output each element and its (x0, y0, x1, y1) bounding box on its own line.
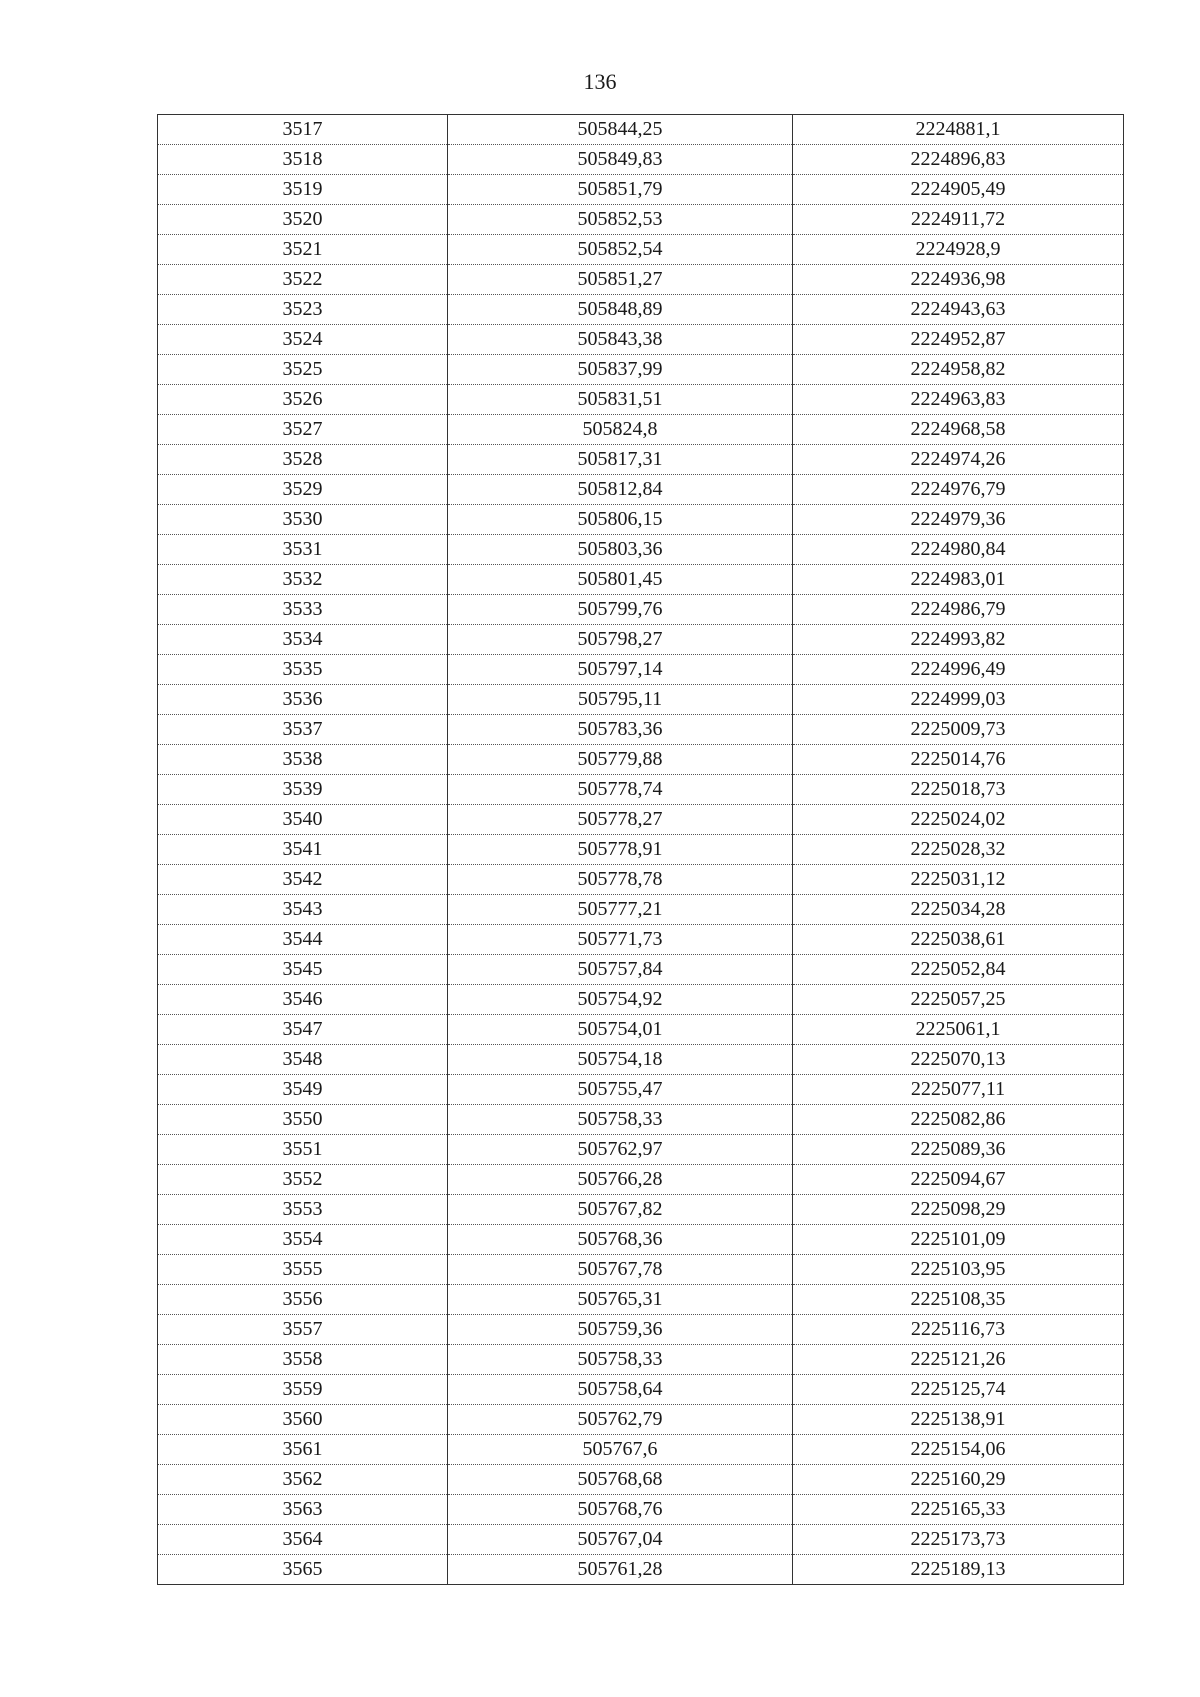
y-coordinate-cell: 2224983,01 (793, 565, 1124, 595)
table-row (158, 205, 1124, 235)
y-coordinate-cell: 2224881,1 (793, 115, 1124, 145)
point-number-cell: 3556 (158, 1285, 448, 1315)
y-coordinate-cell: 2224936,98 (793, 265, 1124, 295)
x-coordinate-cell: 505852,54 (448, 235, 793, 265)
point-number-cell: 3558 (158, 1345, 448, 1375)
table-row (158, 1525, 1124, 1555)
x-coordinate-cell: 505843,38 (448, 325, 793, 355)
point-number-cell: 3531 (158, 535, 448, 565)
point-number-cell: 3548 (158, 1045, 448, 1075)
point-number-cell: 3563 (158, 1495, 448, 1525)
x-coordinate-cell: 505765,31 (448, 1285, 793, 1315)
point-number-cell: 3557 (158, 1315, 448, 1345)
y-coordinate-cell: 2225098,29 (793, 1195, 1124, 1225)
y-coordinate-cell: 2225034,28 (793, 895, 1124, 925)
point-number-cell: 3546 (158, 985, 448, 1015)
point-number-cell: 3544 (158, 925, 448, 955)
y-coordinate-cell: 2224928,9 (793, 235, 1124, 265)
y-coordinate-cell: 2225057,25 (793, 985, 1124, 1015)
table-row (158, 1015, 1124, 1045)
point-number-cell: 3540 (158, 805, 448, 835)
table-body (158, 115, 1124, 1585)
x-coordinate-cell: 505817,31 (448, 445, 793, 475)
point-number-cell: 3547 (158, 1015, 448, 1045)
x-coordinate-cell: 505779,88 (448, 745, 793, 775)
point-number-cell: 3543 (158, 895, 448, 925)
x-coordinate-cell: 505801,45 (448, 565, 793, 595)
point-number-cell: 3560 (158, 1405, 448, 1435)
point-number-cell: 3530 (158, 505, 448, 535)
table-row (158, 1375, 1124, 1405)
table-row (158, 745, 1124, 775)
table-row (158, 1165, 1124, 1195)
point-number-cell: 3545 (158, 955, 448, 985)
y-coordinate-cell: 2225108,35 (793, 1285, 1124, 1315)
y-coordinate-cell: 2225138,91 (793, 1405, 1124, 1435)
point-number-cell: 3522 (158, 265, 448, 295)
table-row (158, 1255, 1124, 1285)
point-number-cell: 3549 (158, 1075, 448, 1105)
x-coordinate-cell: 505777,21 (448, 895, 793, 925)
table-row (158, 955, 1124, 985)
x-coordinate-cell: 505754,18 (448, 1045, 793, 1075)
x-coordinate-cell: 505851,27 (448, 265, 793, 295)
table-row (158, 925, 1124, 955)
y-coordinate-cell: 2225038,61 (793, 925, 1124, 955)
point-number-cell: 3539 (158, 775, 448, 805)
x-coordinate-cell: 505851,79 (448, 175, 793, 205)
point-number-cell: 3527 (158, 415, 448, 445)
x-coordinate-cell: 505824,8 (448, 415, 793, 445)
point-number-cell: 3559 (158, 1375, 448, 1405)
y-coordinate-cell: 2224943,63 (793, 295, 1124, 325)
y-coordinate-cell: 2225028,32 (793, 835, 1124, 865)
point-number-cell: 3552 (158, 1165, 448, 1195)
y-coordinate-cell: 2225018,73 (793, 775, 1124, 805)
table-row (158, 835, 1124, 865)
x-coordinate-cell: 505803,36 (448, 535, 793, 565)
x-coordinate-cell: 505758,64 (448, 1375, 793, 1405)
table-row (158, 415, 1124, 445)
y-coordinate-cell: 2225160,29 (793, 1465, 1124, 1495)
x-coordinate-cell: 505767,6 (448, 1435, 793, 1465)
table-row (158, 805, 1124, 835)
table-row (158, 325, 1124, 355)
x-coordinate-cell: 505754,01 (448, 1015, 793, 1045)
y-coordinate-cell: 2225082,86 (793, 1105, 1124, 1135)
point-number-cell: 3525 (158, 355, 448, 385)
table-row (158, 625, 1124, 655)
y-coordinate-cell: 2224993,82 (793, 625, 1124, 655)
y-coordinate-cell: 2224896,83 (793, 145, 1124, 175)
table-row (158, 475, 1124, 505)
x-coordinate-cell: 505762,79 (448, 1405, 793, 1435)
x-coordinate-cell: 505795,11 (448, 685, 793, 715)
point-number-cell: 3562 (158, 1465, 448, 1495)
table-row (158, 865, 1124, 895)
y-coordinate-cell: 2225014,76 (793, 745, 1124, 775)
point-number-cell: 3553 (158, 1195, 448, 1225)
y-coordinate-cell: 2225173,73 (793, 1525, 1124, 1555)
y-coordinate-cell: 2225121,26 (793, 1345, 1124, 1375)
x-coordinate-cell: 505848,89 (448, 295, 793, 325)
y-coordinate-cell: 2224963,83 (793, 385, 1124, 415)
y-coordinate-cell: 2224986,79 (793, 595, 1124, 625)
x-coordinate-cell: 505844,25 (448, 115, 793, 145)
table-row (158, 385, 1124, 415)
point-number-cell: 3519 (158, 175, 448, 205)
point-number-cell: 3520 (158, 205, 448, 235)
table-row (158, 685, 1124, 715)
y-coordinate-cell: 2224980,84 (793, 535, 1124, 565)
y-coordinate-cell: 2225094,67 (793, 1165, 1124, 1195)
y-coordinate-cell: 2224911,72 (793, 205, 1124, 235)
page-number: 136 (583, 69, 617, 94)
x-coordinate-cell: 505768,76 (448, 1495, 793, 1525)
point-number-cell: 3518 (158, 145, 448, 175)
x-coordinate-cell: 505778,78 (448, 865, 793, 895)
y-coordinate-cell: 2225052,84 (793, 955, 1124, 985)
y-coordinate-cell: 2225116,73 (793, 1315, 1124, 1345)
table-row (158, 1495, 1124, 1525)
point-number-cell: 3550 (158, 1105, 448, 1135)
y-coordinate-cell: 2224958,82 (793, 355, 1124, 385)
x-coordinate-cell: 505783,36 (448, 715, 793, 745)
x-coordinate-cell: 505767,78 (448, 1255, 793, 1285)
x-coordinate-cell: 505758,33 (448, 1105, 793, 1135)
x-coordinate-cell: 505799,76 (448, 595, 793, 625)
coordinates-table (157, 114, 1124, 1585)
table-row (158, 535, 1124, 565)
x-coordinate-cell: 505759,36 (448, 1315, 793, 1345)
table-row (158, 715, 1124, 745)
point-number-cell: 3532 (158, 565, 448, 595)
point-number-cell: 3521 (158, 235, 448, 265)
x-coordinate-cell: 505852,53 (448, 205, 793, 235)
table-row (158, 895, 1124, 925)
table-row (158, 1135, 1124, 1165)
x-coordinate-cell: 505849,83 (448, 145, 793, 175)
y-coordinate-cell: 2225125,74 (793, 1375, 1124, 1405)
x-coordinate-cell: 505778,74 (448, 775, 793, 805)
x-coordinate-cell: 505761,28 (448, 1555, 793, 1585)
point-number-cell: 3528 (158, 445, 448, 475)
table-row (158, 775, 1124, 805)
y-coordinate-cell: 2225154,06 (793, 1435, 1124, 1465)
table-row (158, 1435, 1124, 1465)
point-number-cell: 3533 (158, 595, 448, 625)
x-coordinate-cell: 505766,28 (448, 1165, 793, 1195)
point-number-cell: 3555 (158, 1255, 448, 1285)
y-coordinate-cell: 2225024,02 (793, 805, 1124, 835)
table-row (158, 985, 1124, 1015)
table-row (158, 145, 1124, 175)
point-number-cell: 3542 (158, 865, 448, 895)
table-row (158, 1105, 1124, 1135)
x-coordinate-cell: 505798,27 (448, 625, 793, 655)
y-coordinate-cell: 2224979,36 (793, 505, 1124, 535)
x-coordinate-cell: 505831,51 (448, 385, 793, 415)
table-row (158, 1465, 1124, 1495)
point-number-cell: 3535 (158, 655, 448, 685)
table-row (158, 1555, 1124, 1585)
table-row (158, 1195, 1124, 1225)
table-row (158, 1285, 1124, 1315)
point-number-cell: 3564 (158, 1525, 448, 1555)
y-coordinate-cell: 2224999,03 (793, 685, 1124, 715)
point-number-cell: 3537 (158, 715, 448, 745)
x-coordinate-cell: 505757,84 (448, 955, 793, 985)
y-coordinate-cell: 2224976,79 (793, 475, 1124, 505)
y-coordinate-cell: 2225061,1 (793, 1015, 1124, 1045)
y-coordinate-cell: 2224952,87 (793, 325, 1124, 355)
x-coordinate-cell: 505762,97 (448, 1135, 793, 1165)
point-number-cell: 3517 (158, 115, 448, 145)
table-row (158, 295, 1124, 325)
table-row (158, 265, 1124, 295)
x-coordinate-cell: 505768,68 (448, 1465, 793, 1495)
point-number-cell: 3565 (158, 1555, 448, 1585)
x-coordinate-cell: 505806,15 (448, 505, 793, 535)
table-row (158, 1075, 1124, 1105)
point-number-cell: 3526 (158, 385, 448, 415)
x-coordinate-cell: 505767,82 (448, 1195, 793, 1225)
x-coordinate-cell: 505837,99 (448, 355, 793, 385)
y-coordinate-cell: 2225070,13 (793, 1045, 1124, 1075)
y-coordinate-cell: 2225101,09 (793, 1225, 1124, 1255)
table-row (158, 445, 1124, 475)
x-coordinate-cell: 505767,04 (448, 1525, 793, 1555)
point-number-cell: 3529 (158, 475, 448, 505)
point-number-cell: 3536 (158, 685, 448, 715)
x-coordinate-cell: 505755,47 (448, 1075, 793, 1105)
y-coordinate-cell: 2225103,95 (793, 1255, 1124, 1285)
point-number-cell: 3541 (158, 835, 448, 865)
table-row (158, 655, 1124, 685)
y-coordinate-cell: 2224905,49 (793, 175, 1124, 205)
y-coordinate-cell: 2224968,58 (793, 415, 1124, 445)
x-coordinate-cell: 505754,92 (448, 985, 793, 1015)
y-coordinate-cell: 2224974,26 (793, 445, 1124, 475)
y-coordinate-cell: 2225031,12 (793, 865, 1124, 895)
table-row (158, 1045, 1124, 1075)
x-coordinate-cell: 505758,33 (448, 1345, 793, 1375)
point-number-cell: 3538 (158, 745, 448, 775)
point-number-cell: 3523 (158, 295, 448, 325)
point-number-cell: 3554 (158, 1225, 448, 1255)
table-row (158, 505, 1124, 535)
x-coordinate-cell: 505768,36 (448, 1225, 793, 1255)
table-row (158, 565, 1124, 595)
y-coordinate-cell: 2224996,49 (793, 655, 1124, 685)
y-coordinate-cell: 2225089,36 (793, 1135, 1124, 1165)
point-number-cell: 3551 (158, 1135, 448, 1165)
table-row (158, 1315, 1124, 1345)
x-coordinate-cell: 505771,73 (448, 925, 793, 955)
table-row (158, 1345, 1124, 1375)
table-row (158, 1225, 1124, 1255)
table-row (158, 355, 1124, 385)
x-coordinate-cell: 505778,27 (448, 805, 793, 835)
table-row (158, 115, 1124, 145)
y-coordinate-cell: 2225077,11 (793, 1075, 1124, 1105)
y-coordinate-cell: 2225165,33 (793, 1495, 1124, 1525)
y-coordinate-cell: 2225189,13 (793, 1555, 1124, 1585)
table-row (158, 175, 1124, 205)
point-number-cell: 3561 (158, 1435, 448, 1465)
x-coordinate-cell: 505778,91 (448, 835, 793, 865)
table-row (158, 595, 1124, 625)
point-number-cell: 3534 (158, 625, 448, 655)
point-number-cell: 3524 (158, 325, 448, 355)
table-row (158, 1405, 1124, 1435)
table-row (158, 235, 1124, 265)
x-coordinate-cell: 505812,84 (448, 475, 793, 505)
x-coordinate-cell: 505797,14 (448, 655, 793, 685)
y-coordinate-cell: 2225009,73 (793, 715, 1124, 745)
